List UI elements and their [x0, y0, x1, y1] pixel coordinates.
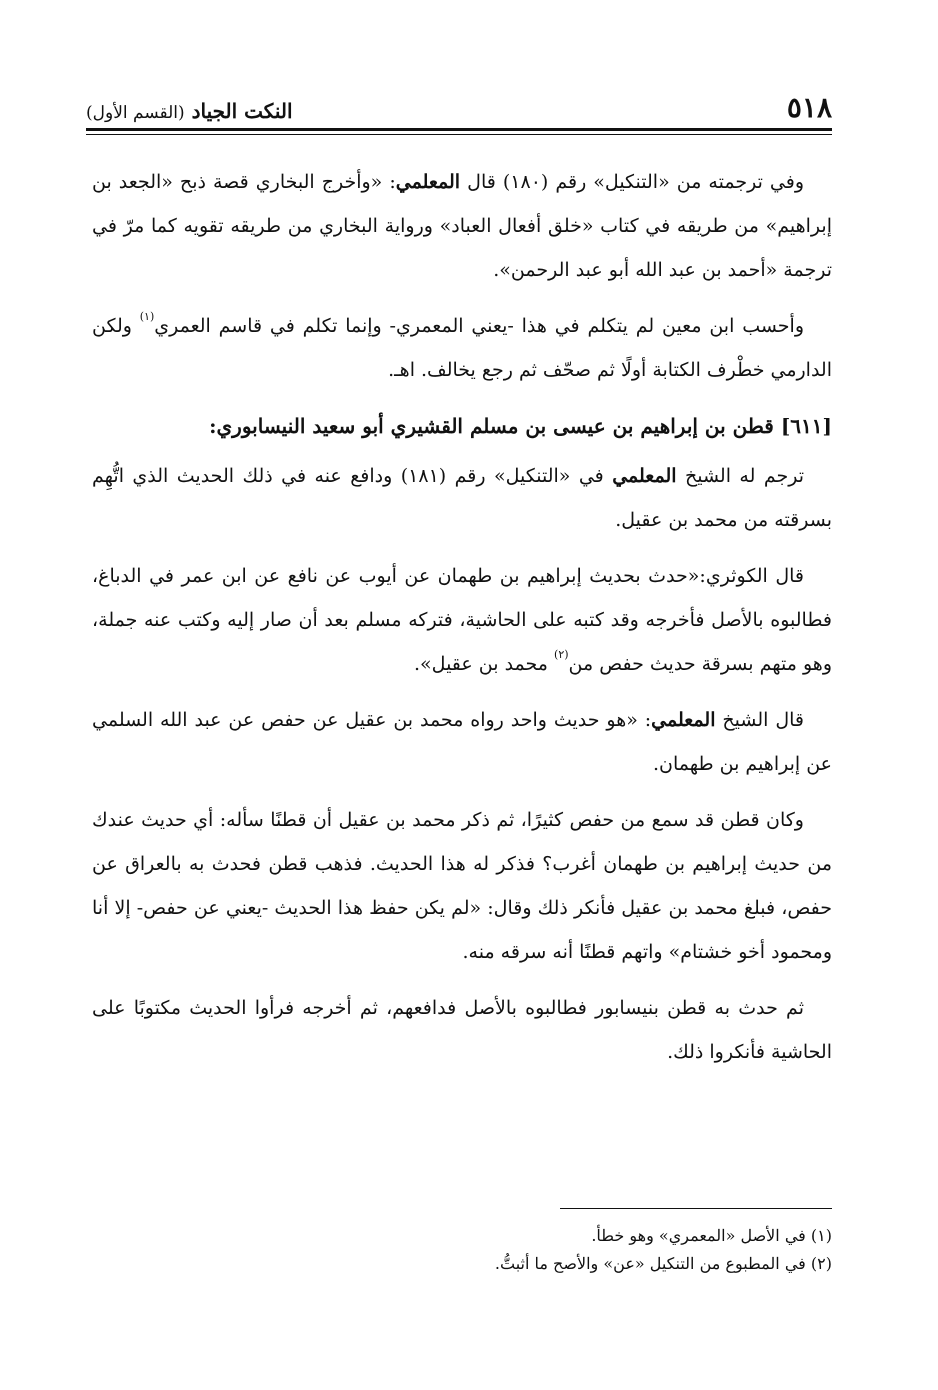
emphasis-name: المعلمي — [395, 171, 461, 193]
paragraph-4: قال الكوثري:«حدث بحديث إبراهيم بن طهمان عن أيوب عن نافع عن ابن عمر في الدباغ، فطالبوه بالأصل فأخرجه وقد كتبه على الحاشية، فتركه مسلم بعد أن صار إليه وكتب عنه جملة، وهو متهم بسرقة حديث حفص من$^{(٢)}$ محمد بن عقيل». — [92, 565, 832, 675]
footnote-2: (٢) في المطبوع من التنكيل «عن» والأصح ما أثبتُّ. — [494, 1254, 832, 1273]
footnote-ref-2[interactable]: (٢) — [554, 648, 569, 661]
running-title — [86, 101, 293, 122]
paragraph-5: قال الشيخ المعلمي: «هو حديث واحد رواه محمد بن عقيل عن حفص عن عبد الله السلمي عن إبراهيم بن طهمان. — [92, 709, 832, 775]
main-text — [92, 160, 832, 1086]
header-rule-thin — [86, 134, 832, 135]
footnote-separator — [560, 1208, 832, 1209]
footnotes — [92, 1222, 832, 1278]
emphasis-name: المعلمي — [651, 709, 716, 731]
page-number: ٥١٨ — [786, 91, 832, 124]
paragraph-3: ترجم له الشيخ المعلمي في «التنكيل» رقم (١٨١) ودافع عنه في ذلك الحديث الذي اتُّهِم بسرقته من محمد بن عقيل. — [92, 465, 832, 531]
page-header — [86, 86, 832, 122]
paragraph-6: وكان قطن قد سمع من حفص كثيرًا، ثم ذكر محمد بن عقيل أن قطنًا سأله: أي حديث عندك من حديث إبراهيم بن طهمان أغرب؟ فذكر له هذا الحديث. فذهب قطن فحدث به بالعراق عن حفص، فبلغ محمد بن عقيل فأنكر ذلك وقال: «لم يكن حفظ هذا الحديث -يعني عن حفص- إلا أنا ومحمود أخو خشتام» واتهم قطنًا أنه سرقه منه. — [92, 809, 832, 963]
footnote-ref-1[interactable]: (١) — [139, 310, 155, 323]
section-label: (القسم الأول) — [86, 103, 185, 123]
footnote-1: (١) في الأصل «المعمري» وهو خطأ. — [591, 1226, 832, 1245]
entry-heading: [٦١١] قطن بن إبراهيم بن عيسى بن مسلم القشيري أبو سعيد النيسابوري: — [209, 414, 832, 438]
paragraph-1: وفي ترجمته من «التنكيل» رقم (١٨٠) قال المعلمي: «وأخرج البخاري قصة ذبح «الجعد بن إبراهيم» من طريقه في كتاب «خلق أفعال العباد» ورواية البخاري من طريقه تقويه كما مرّ في ترجمة «أحمد بن عبد الله أبو عبد الرحمن». — [92, 171, 832, 281]
paragraph-7: ثم حدث به قطن بنيسابور فطالبوه بالأصل فدافعهم، ثم أخرجه فرأوا الحديث مكتوبًا على الحاشية فأنكروا ذلك. — [92, 997, 832, 1063]
paragraph-2: وأحسب ابن معين لم يتكلم في هذا -يعني المعمري- وإنما تكلم في قاسم العمري$^{(١)}$ ولكن الدارمي خطْرف الكتابة أولًا ثم صحّف ثم رجع يخالف. اهـ. — [92, 310, 832, 381]
header-rule-thick — [86, 128, 832, 131]
emphasis-name: المعلمي — [612, 465, 677, 487]
book-title: النكت الجياد — [191, 99, 293, 123]
